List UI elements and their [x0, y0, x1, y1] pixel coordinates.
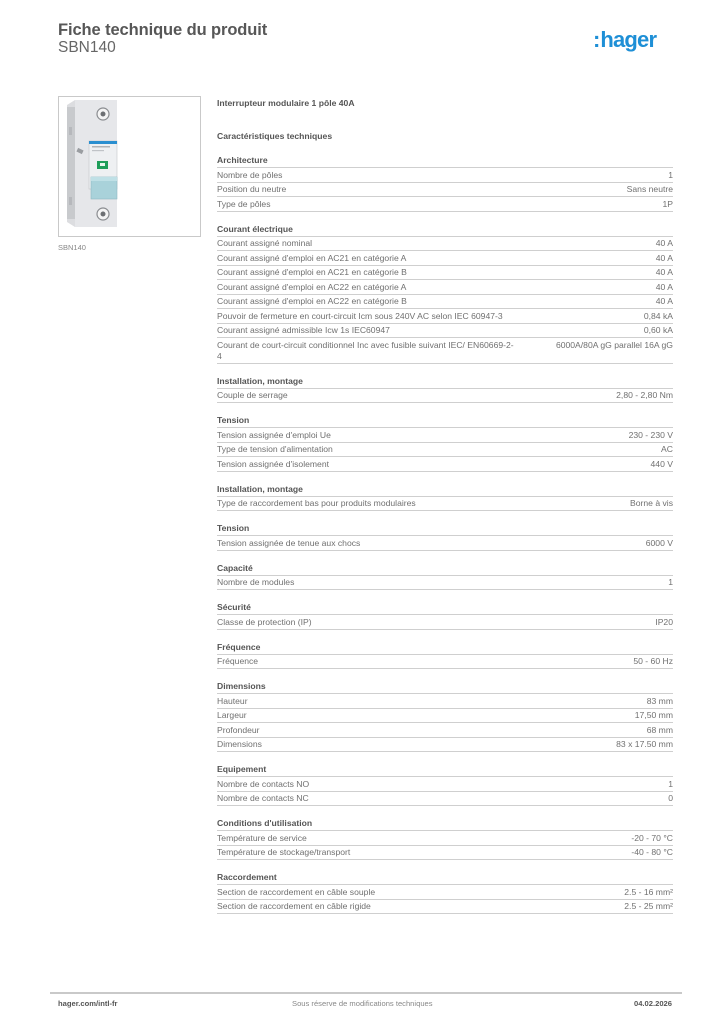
spec-row	[217, 792, 673, 807]
section-title: Raccordement	[217, 871, 673, 885]
spec-label: Courant assigné d'emploi en AC22 en catégorie A	[217, 281, 407, 292]
spec-value: 2.5 - 25 mm²	[624, 901, 673, 911]
spec-label: Section de raccordement en câble rigide	[217, 901, 371, 911]
spec-value: 40 A	[655, 238, 673, 248]
spec-label: Classe de protection (IP)	[217, 616, 312, 627]
spec-label: Profondeur	[217, 724, 260, 735]
section-title: Fréquence	[217, 641, 673, 655]
spec-value: 230 - 230 V	[628, 429, 673, 440]
spec-sections	[217, 154, 673, 914]
product-reference: SBN140	[58, 39, 116, 56]
spec-value: 40 A	[655, 252, 673, 263]
section-title: Conditions d'utilisation	[217, 817, 673, 831]
section-title: Installation, montage	[217, 375, 673, 389]
spec-label: Courant de court-circuit conditionnel Inc avec fusible suivant IEC/ EN60669-2-4	[217, 339, 514, 361]
spec-section	[217, 763, 673, 806]
spec-row	[217, 266, 673, 281]
spec-label: Tension assignée d'isolement	[217, 458, 329, 469]
spec-row	[217, 168, 673, 183]
footer-divider	[50, 992, 682, 994]
spec-row	[217, 831, 673, 846]
spec-row	[217, 885, 673, 900]
spec-section	[217, 154, 673, 212]
spec-row	[217, 280, 673, 295]
spec-label: Courant assigné admissible Icw 1s IEC60947	[217, 325, 390, 335]
spec-value: IP20	[655, 616, 673, 627]
spec-content	[217, 96, 673, 914]
spec-label: Dimensions	[217, 739, 262, 749]
spec-section	[217, 871, 673, 914]
spec-label: Type de pôles	[217, 198, 271, 209]
spec-row	[217, 694, 673, 709]
spec-value: 40 A	[655, 281, 673, 292]
spec-row	[217, 709, 673, 724]
logo-colon-icon: :	[593, 27, 600, 52]
section-title: Installation, montage	[217, 483, 673, 497]
section-title: Courant électrique	[217, 223, 673, 237]
spec-label: Courant assigné d'emploi en AC21 en catégorie B	[217, 267, 407, 277]
spec-row	[217, 428, 673, 443]
spec-row	[217, 309, 673, 324]
spec-section	[217, 601, 673, 630]
section-title: Equipement	[217, 763, 673, 777]
spec-value: 40 A	[655, 267, 673, 277]
section-title: Architecture	[217, 154, 673, 168]
footer-website-link[interactable]: hager.com/intl-fr	[58, 999, 118, 1008]
spec-value: 50 - 60 Hz	[633, 656, 673, 666]
spec-value: Borne à vis	[630, 498, 673, 508]
spec-row	[217, 295, 673, 310]
spec-row	[217, 251, 673, 266]
section-title: Capacité	[217, 562, 673, 576]
spec-row	[217, 443, 673, 458]
spec-row	[217, 183, 673, 198]
spec-section	[217, 641, 673, 670]
spec-label: Section de raccordement en câble souple	[217, 886, 376, 897]
spec-label: Hauteur	[217, 695, 248, 706]
spec-section	[217, 522, 673, 551]
spec-section	[217, 817, 673, 860]
spec-label: Position du neutre	[217, 184, 287, 194]
spec-row	[217, 615, 673, 630]
spec-label: Pouvoir de fermeture en court-circuit Icm sous 240V AC selon IEC 60947-3	[217, 310, 503, 321]
spec-value: 440 V	[650, 458, 673, 469]
spec-section	[217, 483, 673, 512]
product-name: Interrupteur modulaire 1 pôle 40A	[217, 98, 355, 108]
section-title: Tension	[217, 522, 673, 536]
spec-section	[217, 223, 673, 364]
logo-wordmark: hager	[600, 27, 657, 52]
spec-value: 83 x 17.50 mm	[616, 739, 673, 749]
product-image	[58, 96, 201, 237]
spec-value: 6000A/80A gG parallel 16A gG	[555, 339, 673, 350]
spec-label: Courant assigné d'emploi en AC21 en catégorie A	[217, 252, 407, 263]
footer-disclaimer: Sous réserve de modifications techniques	[292, 999, 433, 1008]
section-title: Tension	[217, 414, 673, 428]
spec-label: Type de raccordement bas pour produits modulaires	[217, 498, 416, 508]
spec-value: Sans neutre	[626, 184, 673, 194]
spec-label: Courant assigné d'emploi en AC22 en catégorie B	[217, 296, 407, 306]
hager-logo	[593, 29, 656, 51]
spec-row	[217, 738, 673, 753]
spec-section	[217, 562, 673, 591]
spec-row	[217, 324, 673, 339]
spec-value: 0,60 kA	[643, 325, 673, 335]
modular-switch-illustration	[59, 97, 200, 236]
spec-row	[217, 457, 673, 472]
spec-value: 68 mm	[646, 724, 673, 735]
page-title: Fiche technique du produit	[58, 21, 268, 39]
spec-label: Nombre de contacts NO	[217, 778, 310, 789]
spec-value: 6000 V	[645, 537, 673, 548]
spec-value: -40 - 80 °C	[631, 847, 673, 857]
spec-label: Température de service	[217, 832, 307, 843]
spec-row	[217, 846, 673, 861]
spec-row	[217, 338, 673, 364]
spec-label: Fréquence	[217, 656, 259, 666]
spec-section	[217, 414, 673, 472]
spec-label: Courant assigné nominal	[217, 238, 313, 248]
spec-row	[217, 900, 673, 915]
spec-value: 0	[668, 793, 673, 803]
spec-row	[217, 777, 673, 792]
spec-value: 1P	[662, 198, 673, 209]
spec-row	[217, 389, 673, 404]
section-title: Sécurité	[217, 601, 673, 615]
spec-value: 1	[668, 577, 673, 587]
spec-label: Type de tension d'alimentation	[217, 444, 333, 454]
spec-value: 1	[668, 778, 673, 789]
spec-row	[217, 576, 673, 591]
spec-value: 2.5 - 16 mm²	[624, 886, 673, 897]
spec-label: Nombre de pôles	[217, 169, 283, 180]
footer-date: 04.02.2026	[633, 999, 672, 1008]
spec-row	[217, 723, 673, 738]
spec-value: 40 A	[655, 296, 673, 306]
section-title: Dimensions	[217, 680, 673, 694]
spec-section	[217, 680, 673, 752]
spec-value: 83 mm	[646, 695, 673, 706]
spec-section	[217, 375, 673, 404]
spec-value: 2,80 - 2,80 Nm	[616, 390, 673, 400]
spec-row	[217, 536, 673, 551]
spec-label: Température de stockage/transport	[217, 847, 351, 857]
spec-value: 0,84 kA	[643, 310, 673, 321]
spec-heading: Caractéristiques techniques	[217, 131, 333, 141]
spec-row	[217, 237, 673, 252]
spec-value: -20 - 70 °C	[631, 832, 673, 843]
spec-label: Nombre de contacts NC	[217, 793, 309, 803]
spec-row	[217, 655, 673, 670]
spec-label: Couple de serrage	[217, 390, 288, 400]
spec-label: Nombre de modules	[217, 577, 295, 587]
spec-row	[217, 497, 673, 512]
spec-label: Tension assignée de tenue aux chocs	[217, 537, 361, 548]
spec-value: AC	[661, 444, 673, 454]
spec-value: 17,50 mm	[634, 710, 673, 720]
spec-value: 1	[668, 169, 673, 180]
spec-label: Tension assignée d'emploi Ue	[217, 429, 331, 440]
spec-row	[217, 197, 673, 212]
product-image-caption: SBN140	[58, 243, 86, 252]
spec-label: Largeur	[217, 710, 247, 720]
